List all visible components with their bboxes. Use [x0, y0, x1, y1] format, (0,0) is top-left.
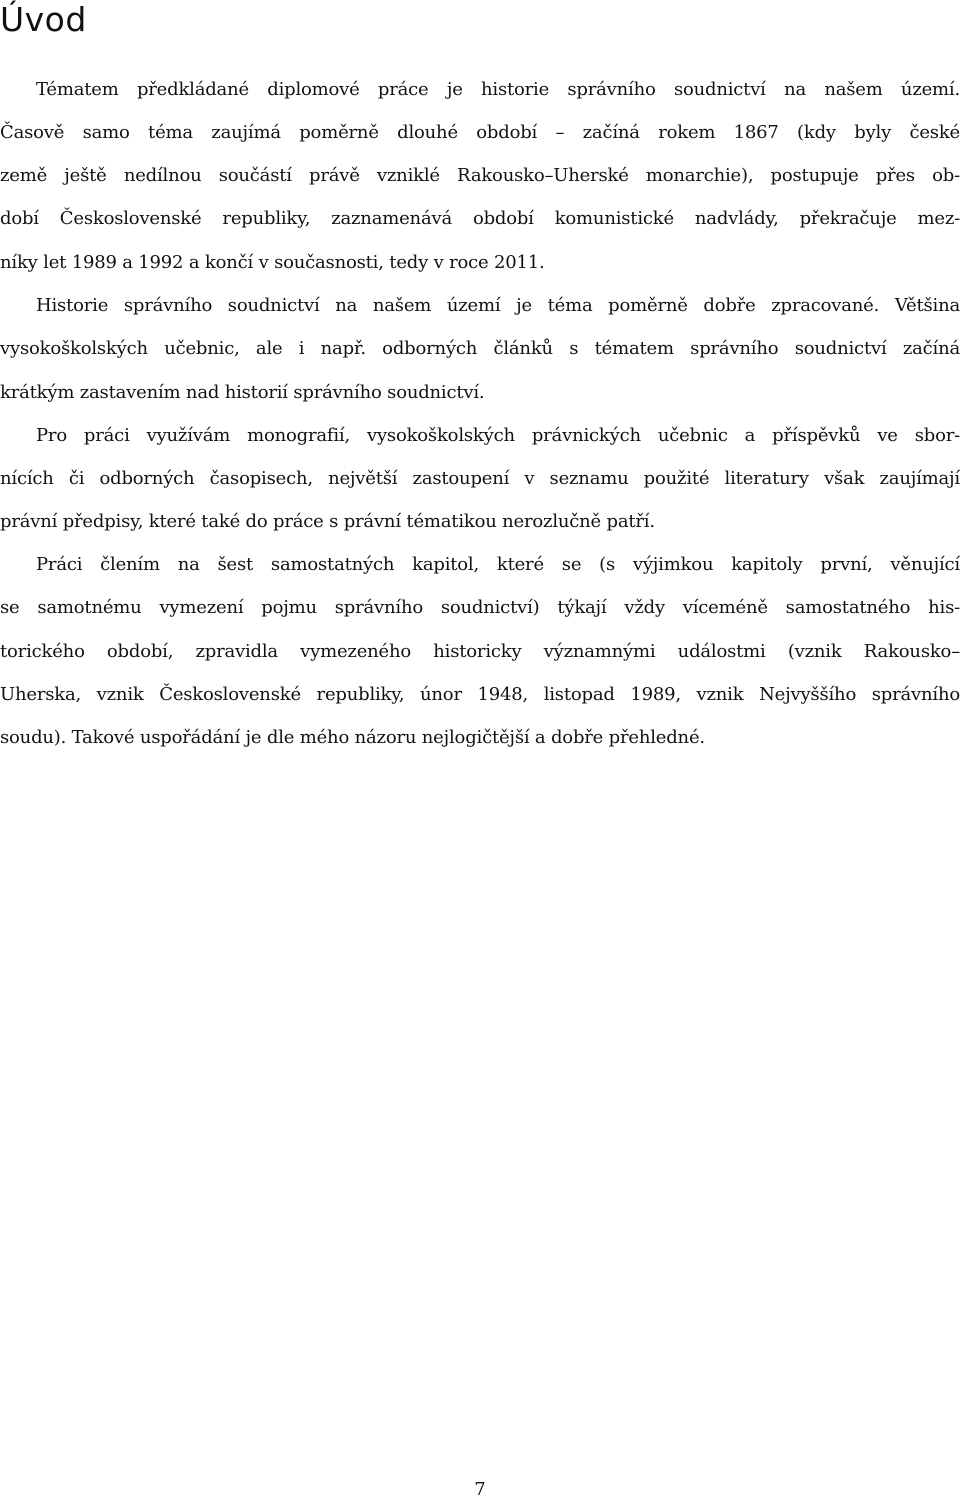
- text-line: země ještě nedílnou součástí právě vzniklé Rakousko–Uherské monarchie), postupuje přes ob-: [0, 165, 960, 186]
- text-line: Práci člením na šest samostatných kapitol, které se (s výjimkou kapitoly první, věnující: [36, 554, 960, 575]
- text-line: nících či odborných časopisech, největší zastoupení v seznamu použité literatury však zaujímají: [0, 468, 960, 489]
- text-line: krátkým zastavením nad historií správního soudnictví.: [0, 382, 485, 403]
- text-line: Časově samo téma zaujímá poměrně dlouhé období – začíná rokem 1867 (kdy byly české: [0, 122, 960, 143]
- page-title: Úvod: [0, 0, 87, 39]
- text-line: Tématem předkládané diplomové práce je historie správního soudnictví na našem území.: [36, 79, 960, 100]
- text-line: vysokoškolských učebnic, ale i např. odborných článků s tématem správního soudnictví začíná: [0, 338, 960, 359]
- text-line: dobí Československé republiky, zaznamenává období komunistické nadvlády, překračuje mez-: [0, 208, 960, 229]
- text-line: soudu). Takové uspořádání je dle mého názoru nejlogičtější a dobře přehledné.: [0, 727, 705, 748]
- text-line: právní předpisy, které také do práce s právní tématikou nerozlučně patří.: [0, 511, 655, 532]
- text-line: se samotnému vymezení pojmu správního soudnictví) týkají vždy víceméně samostatného his-: [0, 597, 960, 618]
- page-number: 7: [474, 1479, 486, 1500]
- text-line: Pro práci využívám monografií, vysokoškolských právnických učebnic a příspěvků ve sbor-: [36, 425, 960, 446]
- text-line: torického období, zpravidla vymezeného historicky významnými událostmi (vznik Rakousko–: [0, 641, 960, 662]
- text-line: Historie správního soudnictví na našem území je téma poměrně dobře zpracované. Většina: [36, 295, 960, 316]
- text-line: níky let 1989 a 1992 a končí v současnosti, tedy v roce 2011.: [0, 252, 545, 273]
- text-line: Uherska, vznik Československé republiky, únor 1948, listopad 1989, vznik Nejvyššího správního: [0, 684, 960, 705]
